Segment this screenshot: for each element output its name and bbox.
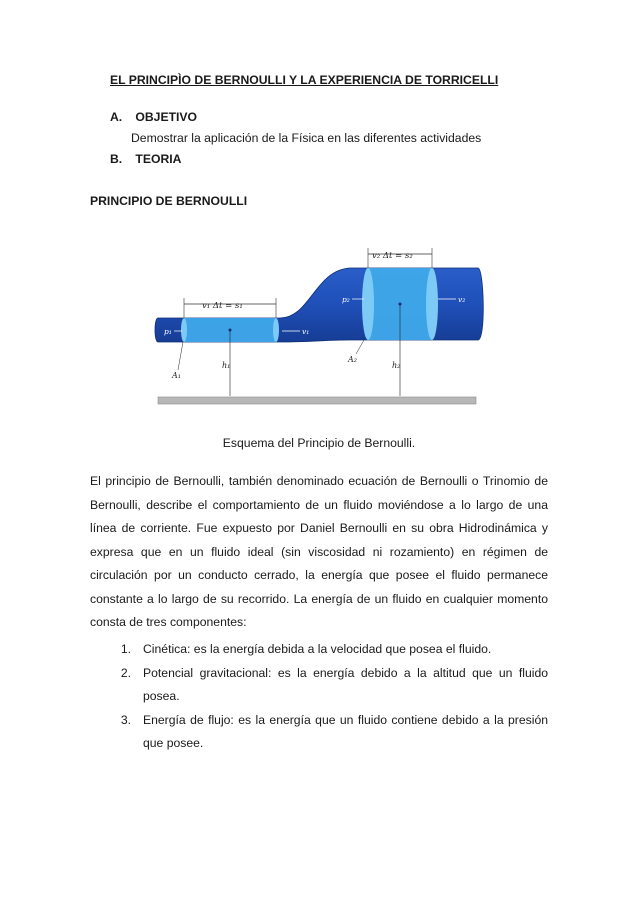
label-v1: v₁ — [302, 327, 310, 336]
list-item — [90, 662, 548, 709]
section-a-label: A. — [110, 110, 123, 124]
list-item-number: 3. — [120, 712, 131, 727]
label-a1: A₁ — [172, 371, 181, 380]
fluid-face-2 — [362, 268, 374, 340]
list-item — [90, 709, 548, 756]
section-b-title: TEORIA — [135, 152, 182, 166]
fluid-face-2b — [426, 268, 438, 340]
list-item — [90, 638, 548, 662]
document-title: EL PRINCIPÌO DE BERNOULLI Y LA EXPERIENCIA DE TORRICELLI — [110, 73, 499, 87]
fluid-face-1 — [181, 318, 187, 342]
subheading: PRINCIPIO DE BERNOULLI — [90, 194, 248, 208]
section-b-label: B. — [110, 152, 123, 166]
figure-caption: Esquema del Principio de Bernoulli. — [222, 436, 416, 450]
ground-bar — [158, 397, 476, 404]
label-p1: p₁ — [164, 327, 172, 336]
list-item-number: 2. — [120, 665, 131, 680]
components-list — [90, 638, 548, 756]
a1-leader — [178, 342, 183, 370]
list-item-text: Cinética: es la energía debida a la velocidad que posea el fluido. — [143, 642, 492, 656]
label-h1: h₁ — [222, 361, 231, 370]
bernoulli-diagram — [150, 240, 490, 410]
label-v2: v₂ — [458, 295, 466, 304]
label-s2: v₂ Δt = s₂ — [372, 251, 413, 261]
label-s1: v₁ Δt = s₁ — [202, 301, 243, 311]
section-a-heading — [110, 110, 197, 124]
section-b-heading — [110, 152, 181, 166]
a2-leader — [356, 340, 364, 354]
label-a2: A₂ — [348, 355, 357, 364]
fluid-face-1b — [273, 318, 279, 342]
label-h2: h₂ — [392, 361, 401, 370]
section-a-title: OBJETIVO — [135, 110, 198, 124]
list-item-text: Potencial gravitacional: es la energía debido a la altitud que un fluido posea. — [143, 665, 548, 703]
body-paragraph: El principio de Bernoulli, también denominado ecuación de Bernoulli o Trinomio de Bernoulli, describe el comportamiento de un fluido moviéndose a lo largo de una línea de corriente. Fue expuesto por Daniel Bernoulli en su obra Hidrodinámica y expresa que en un fluido ideal (sin viscosidad ni rozamiento) en régimen de circulación por un conducto cerrado, la energía que posee el fluido permanece constante a lo largo de su recorrido. La energía de un fluido en cualquier momento consta de tres componentes: — [90, 474, 548, 629]
list-item-number: 1. — [120, 642, 131, 656]
list-item-text: Energía de flujo: es la energía que un fluido contiene debido a la presión que posee. — [143, 712, 548, 750]
section-a-text: Demostrar la aplicación de la Física en las diferentes actividades — [131, 131, 482, 145]
label-p2: p₂ — [342, 295, 350, 304]
